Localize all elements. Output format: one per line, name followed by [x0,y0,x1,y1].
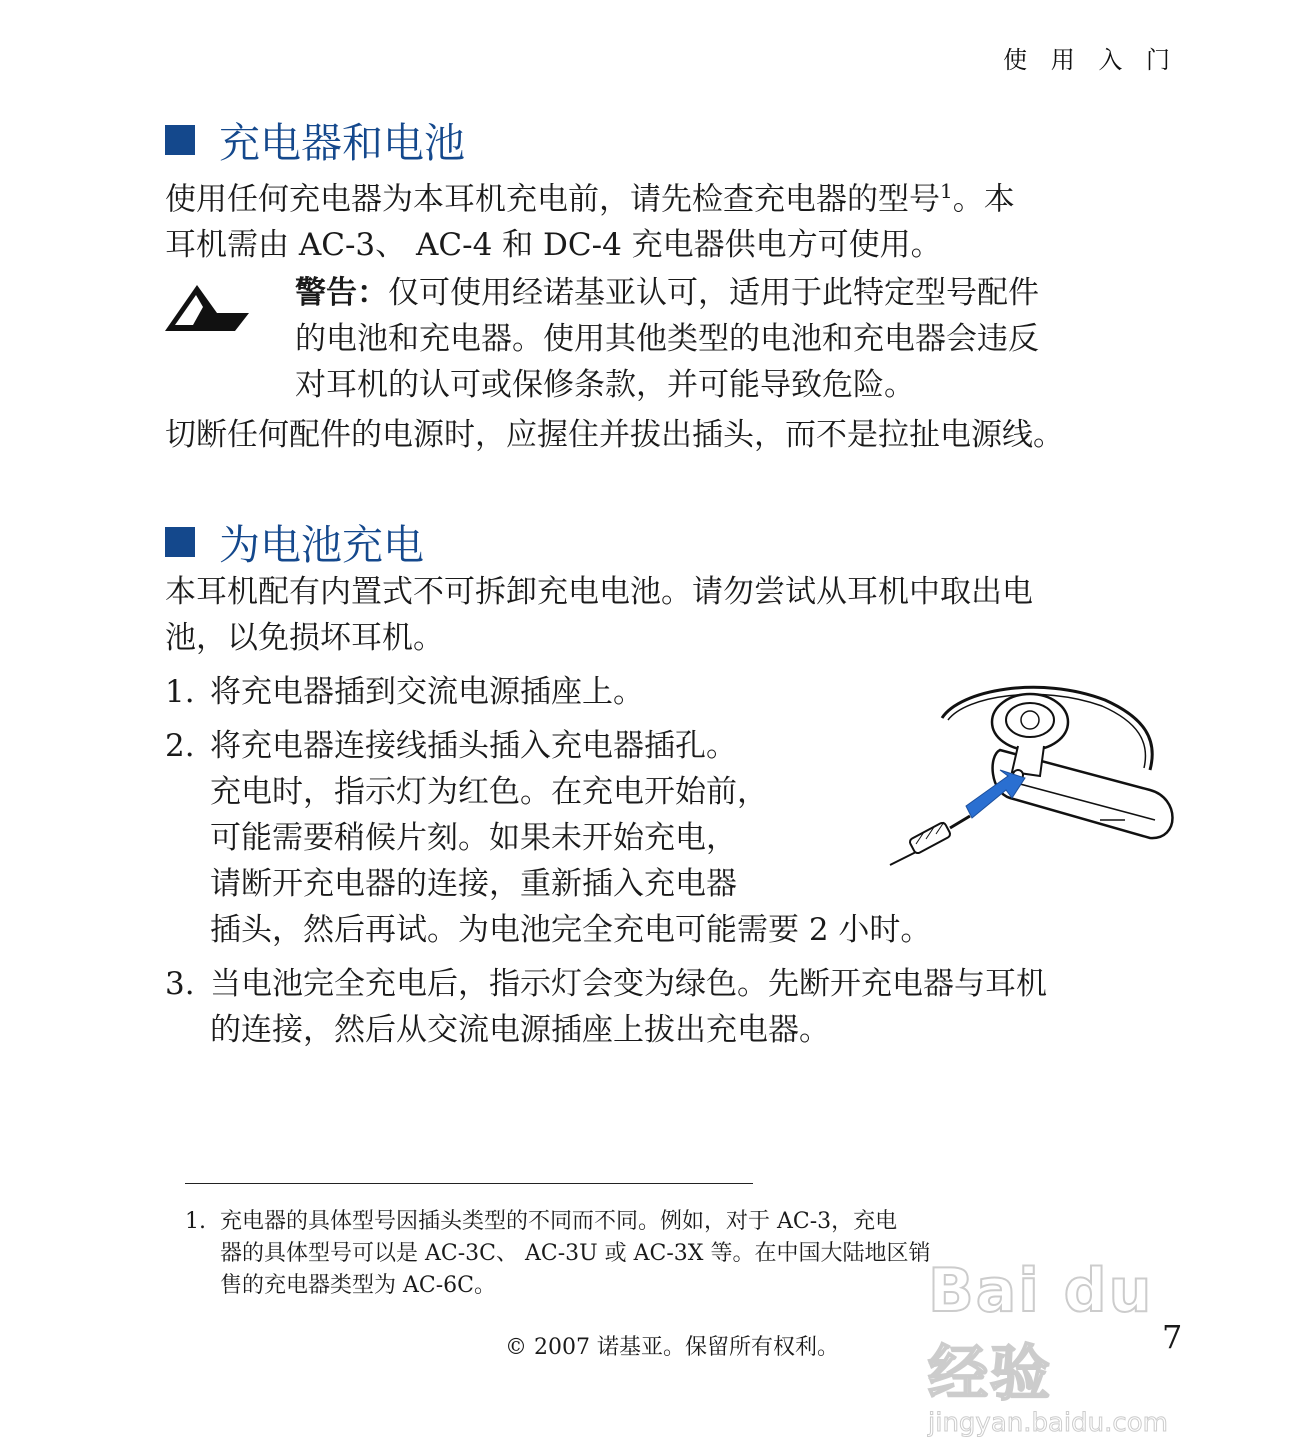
footnote-line: 售的充电器类型为 AC-6C。 [220,1273,496,1298]
section-heading-charger-battery [165,110,465,169]
intro-line-2: 耳机需由 AC-3、 AC-4 和 DC-4 充电器供电方可使用。 [165,227,942,264]
step-line: 请断开充电器的连接，重新插入充电器 [210,866,737,902]
unplug-instruction: 切断任何配件的电源时，应握住并拔出插头，而不是拉扯电源线。 [165,417,1064,453]
baidu-watermark [928,1256,1238,1438]
footnote-line: 充电器的具体型号因插头类型的不同而不同。例如，对于 AC-3，充电 [220,1209,898,1234]
warning-label: 警告： [295,275,388,311]
heading-square-icon [165,125,195,155]
section1-intro [165,168,1165,268]
warning-triangle-icon [163,283,249,333]
intro-line-1 [165,168,1165,222]
step-line: 将充电器插到交流电源插座上。 [210,674,644,710]
step-line: 插头，然后再试。为电池完全充电可能需要 2 小时。 [210,912,932,948]
page-number: 7 [1162,1318,1183,1356]
warning-line-2: 的电池和充电器。使用其他类型的电池和充电器会违反 [295,321,1039,357]
step-line: 当电池完全充电后，指示灯会变为绿色。先断开充电器与耳机 [210,966,1047,1002]
step-2-text [210,723,931,953]
section-heading-charge-battery [165,512,424,571]
step-number: 2. [165,728,195,764]
step-line: 充电时，指示灯为红色。在充电开始前， [210,774,768,810]
warning-text: 仅可使用经诺基亚认可，适用于此特定型号配件 [388,275,1039,311]
watermark-logo: Bai du 经验 [928,1256,1154,1409]
step-3-text [210,961,1047,1053]
footnote-number: 1. [185,1209,206,1234]
footnote-divider [185,1183,753,1184]
step-line: 的连接，然后从交流电源插座上拔出充电器。 [210,1012,830,1048]
intro-line-1: 本耳机配有内置式不可拆卸充电电池。请勿尝试从耳机中取出电 [165,574,1033,610]
warning-line-1 [295,270,1175,316]
footnote-line: 器的具体型号可以是 AC-3C、 AC-3U 或 AC-3X 等。在中国大陆地区销 [220,1241,931,1266]
step-line: 将充电器连接线插头插入充电器插孔。 [210,728,737,764]
watermark-url: jingyan.baidu.com [928,1408,1168,1438]
headset-charging-illustration [880,680,1190,875]
intro-text: 使用任何充电器为本耳机充电前，请先检查充电器的型号 [165,181,940,218]
intro-text-tail: 。本 [952,181,1015,218]
step-number: 1. [165,674,195,710]
chapter-title: 使 用 入 门 [1003,46,1178,74]
step-number: 3. [165,966,195,1002]
warning-line-3: 对耳机的认可或保修条款，并可能导致危险。 [295,367,915,403]
section-title: 为电池充电 [219,521,424,569]
section2-intro [165,569,1165,661]
footnote-ref[interactable]: 1 [940,179,953,203]
step-line: 可能需要稍候片刻。如果未开始充电， [210,820,737,856]
intro-line-2: 池，以免损坏耳机。 [165,620,444,656]
heading-square-icon [165,527,195,557]
step-1-text [210,669,644,715]
section-title: 充电器和电池 [219,119,465,167]
warning-block [295,270,1175,408]
copyright-notice: © 2007 诺基亚。保留所有权利。 [505,1335,839,1360]
